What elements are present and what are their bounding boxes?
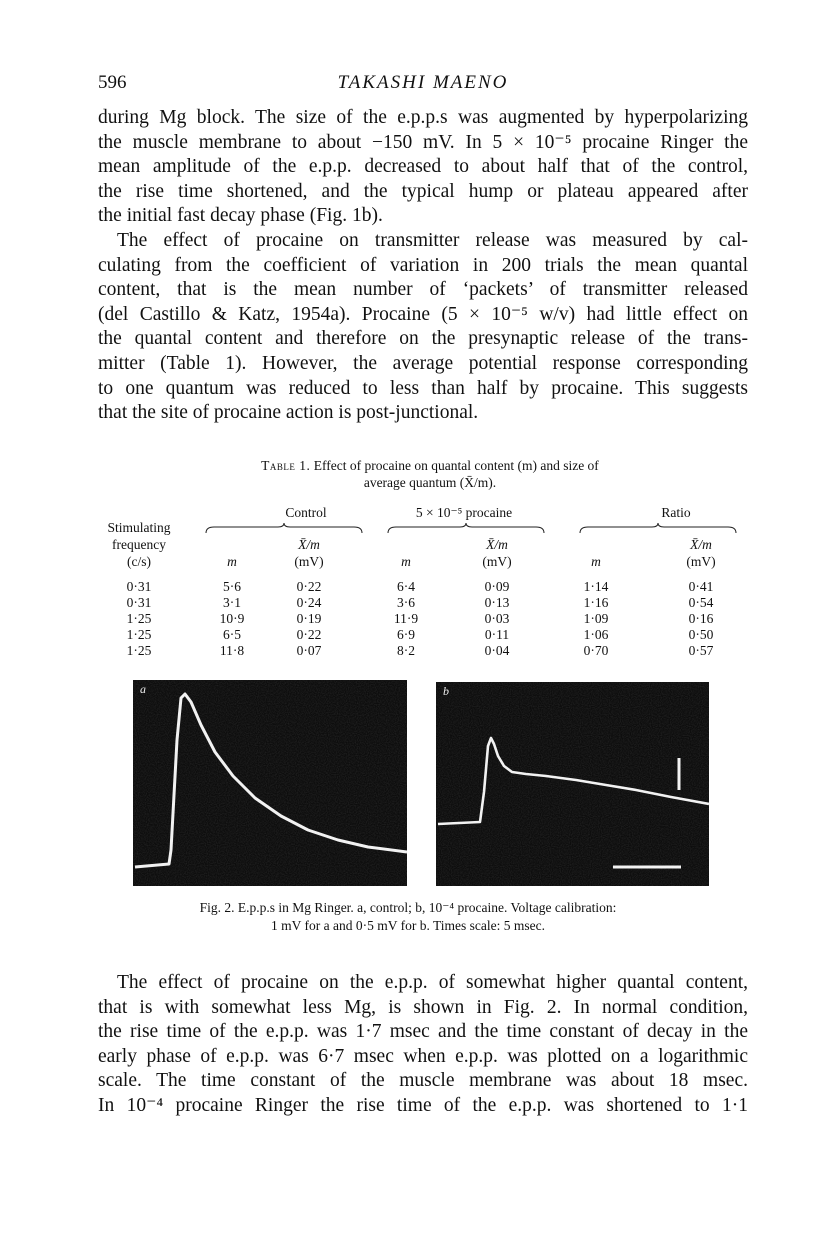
table-caption-line-2: average quantum (X̄/m). <box>363 475 497 490</box>
col-header-m-ratio: m <box>591 554 601 569</box>
page-header <box>98 72 748 96</box>
col-header-unit-ratio: (mV) <box>686 554 716 569</box>
col-header-unit-procaine: (mV) <box>482 554 512 569</box>
text-line: scale. The time constant of the muscle membrane was about 18 msec. <box>98 1070 748 1092</box>
table-cell: 0·41 <box>688 579 714 594</box>
group-header-procaine: 5 × 10⁻⁵ procaine <box>415 505 513 520</box>
figure-panel-a <box>133 680 407 886</box>
text-line: that is with somewhat less Mg, is shown in Fig. 2. In normal condition, <box>98 996 748 1018</box>
paragraph-2 <box>98 229 748 426</box>
table-cell: 0·16 <box>688 611 714 626</box>
col-header-x-procaine: X̄/m <box>486 537 508 552</box>
figure-panel-b <box>436 682 709 886</box>
trace-a-image <box>133 680 407 886</box>
table-cell: 11·8 <box>219 643 245 658</box>
table-caption <box>150 457 710 491</box>
table-cell: 0·09 <box>484 579 510 594</box>
table-cell: 0·22 <box>296 579 322 594</box>
row-header-line-3: (c/s) <box>127 554 151 569</box>
text-line: the rise time of the e.p.p. was 1·7 msec and the time constant of decay in the <box>98 1021 748 1043</box>
text-line: mitter (Table 1). However, the average potential response corresponding <box>98 352 748 374</box>
group-header-ratio: Ratio <box>661 505 691 520</box>
col-header-m-control: m <box>227 554 237 569</box>
table-cell: 3·1 <box>223 595 241 610</box>
brace-procaine <box>386 522 546 534</box>
paragraph-3 <box>98 971 748 1119</box>
text-line: mean amplitude of the e.p.p. decreased to about half that of the control, <box>98 156 748 178</box>
table-cell: 11·9 <box>393 611 419 626</box>
table-cell: 1·25 <box>126 643 152 658</box>
table-cell: 1·25 <box>126 611 152 626</box>
col-header-m-procaine: m <box>401 554 411 569</box>
table-cell: 6·9 <box>397 627 415 642</box>
table-cell: 0·31 <box>126 579 152 594</box>
page-number: 596 <box>98 72 127 93</box>
table-label: Table 1. <box>261 458 311 473</box>
table-cell: 3·6 <box>397 595 415 610</box>
table-cell: 0·11 <box>484 627 510 642</box>
trace-b-image <box>436 682 709 886</box>
table-cell: 0·04 <box>484 643 510 658</box>
brace-ratio <box>578 522 738 534</box>
text-line: (del Castillo & Katz, 1954a). Procaine (5 × 10⁻⁵ w/v) had little effect on <box>98 303 748 325</box>
text-line: In 10⁻⁴ procaine Ringer the rise time of the e.p.p. was shortened to 1·1 <box>98 1094 748 1116</box>
col-header-unit-control: (mV) <box>294 554 324 569</box>
text-line: The effect of procaine on transmitter release was measured by cal- <box>117 230 748 251</box>
table-cell: 5·6 <box>223 579 241 594</box>
text-line: The effect of procaine on the e.p.p. of somewhat higher quantal content, <box>117 972 748 993</box>
text-line: that the site of procaine action is post-junctional. <box>98 402 479 424</box>
text-line: the rise time shortened, and the typical hump or plateau appeared after <box>98 180 748 202</box>
table-cell: 8·2 <box>397 643 415 658</box>
table-cell: 0·07 <box>296 643 322 658</box>
text-line: during Mg block. The size of the e.p.p.s was augmented by hyperpolarizing <box>98 107 748 128</box>
table-cell: 1·16 <box>583 595 609 610</box>
row-header-line-1: Stimulating <box>107 520 171 535</box>
panel-b-label: b <box>443 684 449 698</box>
table-cell: 6·4 <box>397 579 415 594</box>
table-caption-line-1: Effect of procaine on quantal content (m) and size of <box>313 458 599 473</box>
table-cell: 0·19 <box>296 611 322 626</box>
paragraph-1 <box>98 106 748 229</box>
table-cell: 0·54 <box>688 595 714 610</box>
text-line: content, that is the mean number of ‘packets’ of transmitter released <box>98 279 748 301</box>
text-line: culating from the coefficient of variation in 200 trials the mean quantal <box>98 254 748 276</box>
text-line: the muscle membrane to about −150 mV. In 5 × 10⁻⁵ procaine Ringer the <box>98 131 748 153</box>
table-cell: 1·09 <box>583 611 609 626</box>
table-cell: 0·50 <box>688 627 714 642</box>
row-header-line-2: frequency <box>112 537 166 552</box>
text-line: to one quantum was reduced to less than half by procaine. This suggests <box>98 377 748 399</box>
text-line: early phase of e.p.p. was 6·7 msec when e.p.p. was plotted on a logarithmic <box>98 1045 748 1067</box>
figure-caption-line-2: 1 mV for a and 0·5 mV for b. Times scale: 5 msec. <box>271 918 545 933</box>
table-cell: 0·24 <box>296 595 322 610</box>
table-cell: 1·14 <box>583 579 609 594</box>
table-cell: 1·06 <box>583 627 609 642</box>
table-cell: 1·25 <box>126 627 152 642</box>
col-header-x-ratio: X̄/m <box>690 537 712 552</box>
table-cell: 0·22 <box>296 627 322 642</box>
table-cell: 0·57 <box>688 643 714 658</box>
col-header-x-control: X̄/m <box>298 537 320 552</box>
brace-control <box>204 522 364 534</box>
table-cell: 0·13 <box>484 595 510 610</box>
table-cell: 0·03 <box>484 611 510 626</box>
table-cell: 0·31 <box>126 595 152 610</box>
figure-caption-line-1: Fig. 2. E.p.p.s in Mg Ringer. a, control; b, 10⁻⁴ procaine. Voltage calibration: <box>199 900 617 915</box>
text-line: the quantal content and therefore on the presynaptic release of the trans- <box>98 328 748 350</box>
data-table <box>96 503 736 663</box>
figure-caption <box>118 899 698 935</box>
table-cell: 0·70 <box>583 643 609 658</box>
table-cell: 6·5 <box>223 627 241 642</box>
running-head: TAKASHI MAENO <box>337 72 509 93</box>
text-line: the initial fast decay phase (Fig. 1b). <box>98 205 383 227</box>
table-cell: 10·9 <box>219 611 245 626</box>
group-header-control: Control <box>285 505 327 520</box>
panel-a-label: a <box>140 682 146 696</box>
